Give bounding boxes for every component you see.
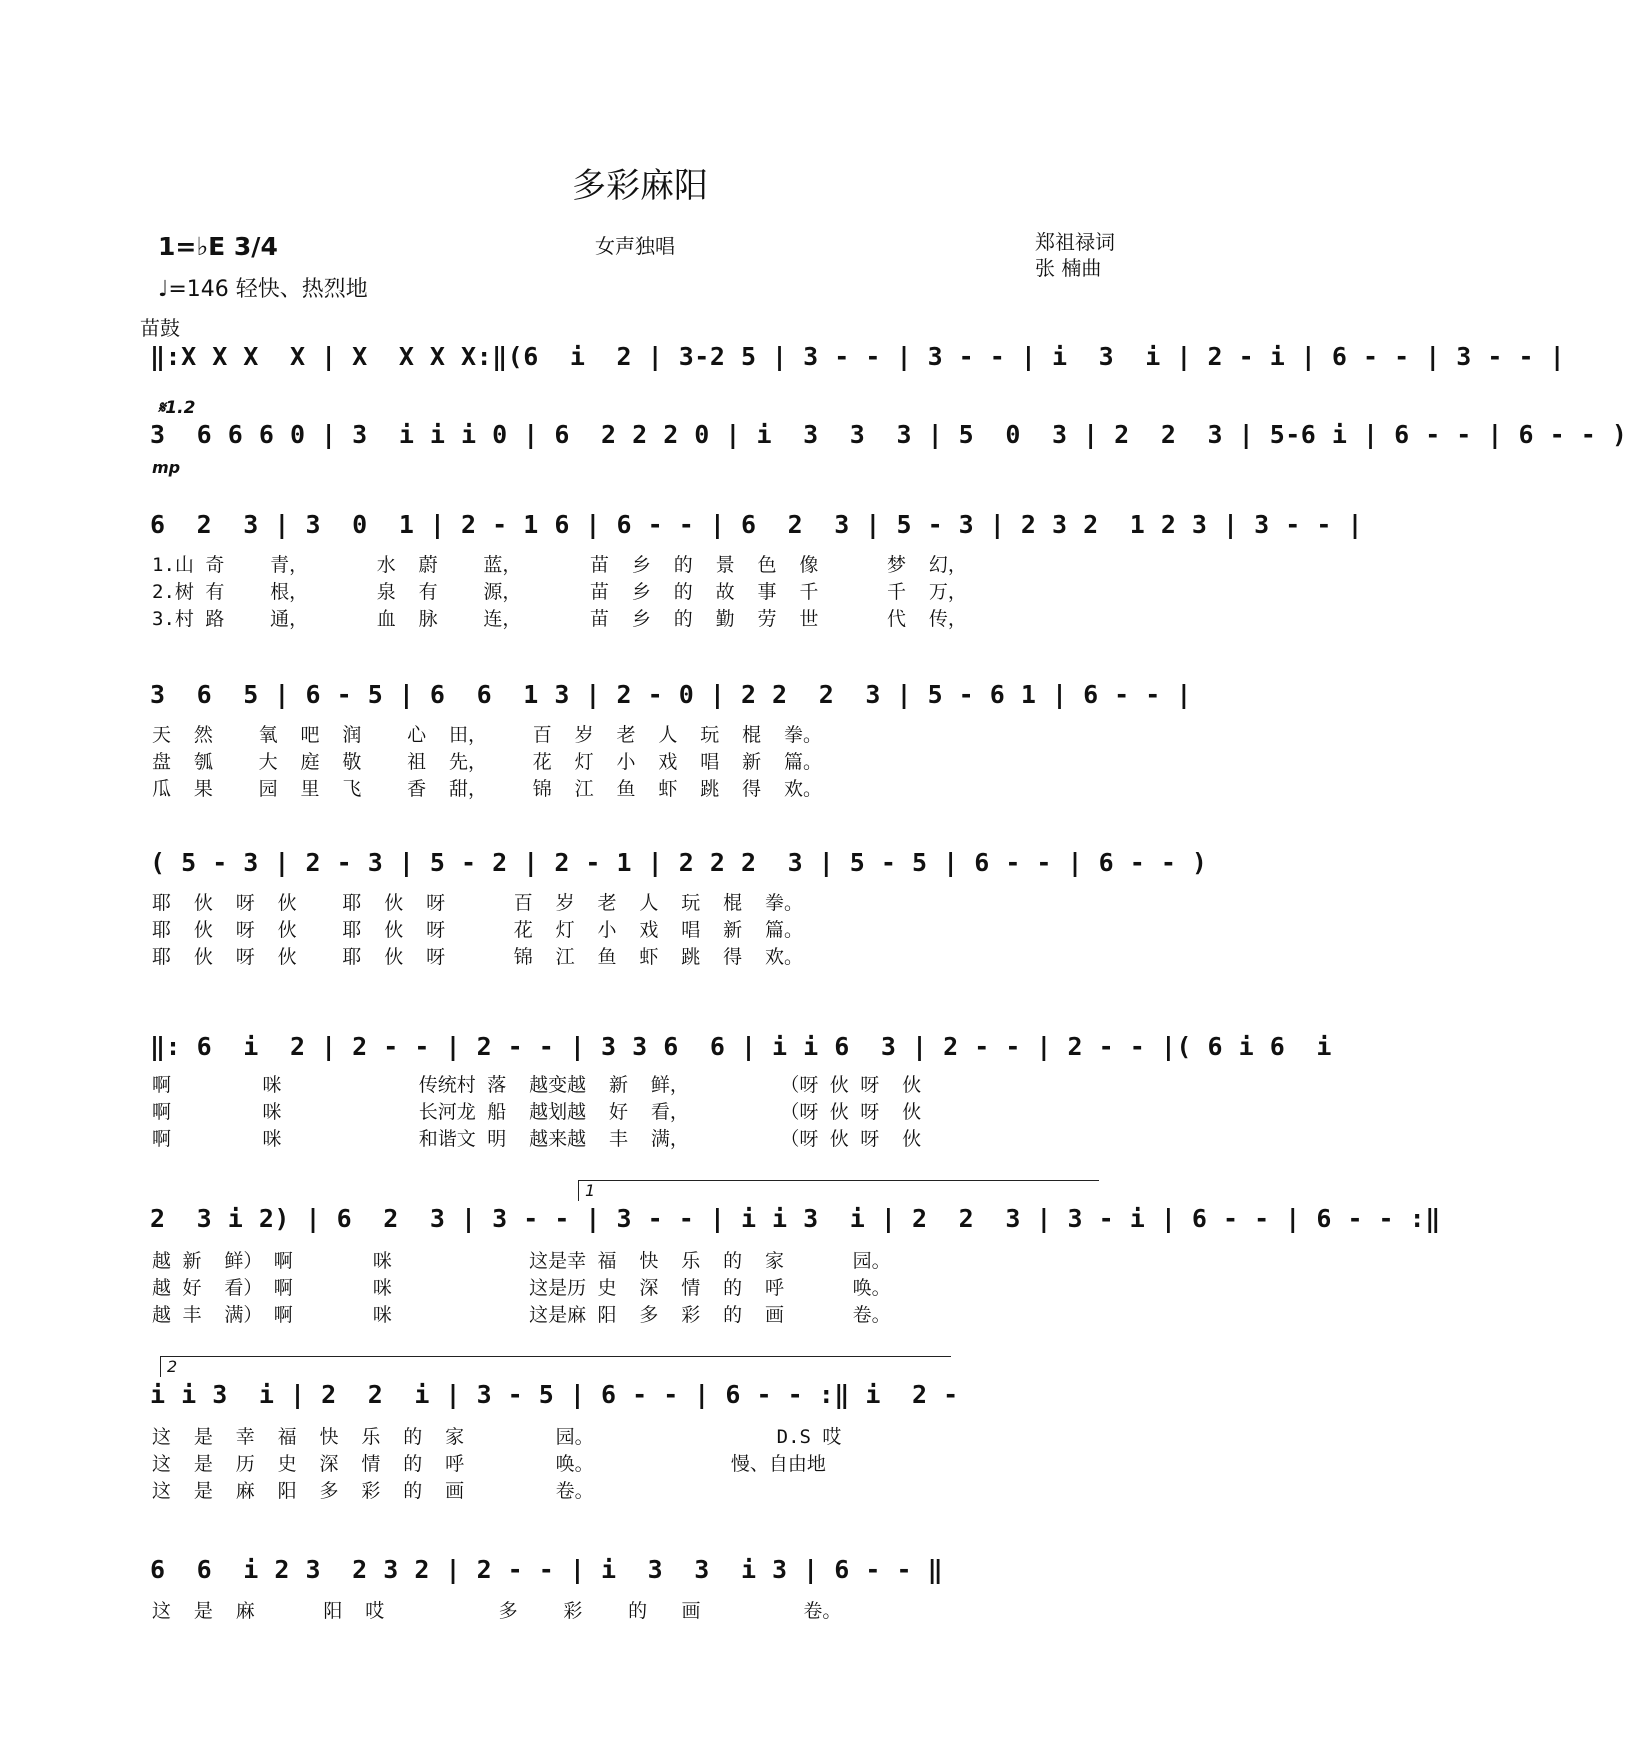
score-system-9 — [150, 1555, 1120, 1584]
second-ending-bracket — [160, 1356, 951, 1377]
notation-line: 6 6 i 2 3 2 3 2 | 2 - - | i 3 3 i 3 | 6 - - ‖ — [150, 1555, 944, 1584]
lyric-verse-3: 耶 伙 呀 伙 耶 伙 呀 锦 江 鱼 虾 跳 得 欢。 — [152, 946, 804, 968]
lyric-verse-1: 越 新 鲜） 啊 咪 这是幸 福 快 乐 的 家 园。 — [152, 1250, 891, 1272]
lyric-line: 这 是 麻 阳 哎 多 彩 的 画 卷。 — [152, 1600, 842, 1622]
first-ending-bracket — [578, 1180, 1099, 1201]
dynamic-marking: mp — [152, 458, 181, 477]
lyric-verse-1: 1.山 奇 青， 水 蔚 蓝， 苗 乡 的 景 色 像 梦 幻， — [152, 554, 967, 576]
lyric-verse-3: 瓜 果 园 里 飞 香 甜， 锦 江 鱼 虾 跳 得 欢。 — [152, 778, 823, 800]
score-system-5 — [150, 848, 1208, 877]
notation-line: 2 3 i 2) | 6 2 3 | 3 - - | 3 - - | i i 3 i | 2 2 3 | 3 - i | 6 - - | 6 - - :‖ — [150, 1204, 1441, 1233]
score-system-4 — [150, 680, 1192, 709]
segno-mark: 𝄋1.2 — [158, 398, 196, 418]
lyric-verse-2: 越 好 看） 啊 咪 这是历 史 深 情 的 呼 唤。 — [152, 1277, 891, 1299]
notation-line: ‖:X X X X | X X X X:‖(6 i 2 | 3-2 5 | 3 - - | 3 - - | i 3 i | 2 - i | 6 - - | 3 - - | — [150, 342, 1566, 371]
score-system-3 — [150, 510, 1363, 539]
lyric-verse-2: 耶 伙 呀 伙 耶 伙 呀 花 灯 小 戏 唱 新 篇。 — [152, 919, 804, 941]
score-system-7 — [150, 1204, 1441, 1233]
lyric-verse-2: 这 是 历 史 深 情 的 呼 唤。 慢、自由地 — [152, 1453, 826, 1475]
composer-credit: 张 楠曲 — [1035, 256, 1102, 280]
notation-line: ‖: 6 i 2 | 2 - - | 2 - - | 3 3 6 6 | i i 6 3 | 2 - - | 2 - - |( 6 i 6 i — [150, 1032, 1332, 1061]
notation-line: ( 5 - 3 | 2 - 3 | 5 - 2 | 2 - 1 | 2 2 2 3 | 5 - 5 | 6 - - | 6 - - ) — [150, 848, 1208, 877]
lyric-verse-2: 盘 瓠 大 庭 敬 祖 先， 花 灯 小 戏 唱 新 篇。 — [152, 751, 823, 773]
notation-line: 3 6 6 6 0 | 3 i i i 0 | 6 2 2 2 0 | i 3 3 3 | 5 0 3 | 2 2 3 | 5-6 i | 6 - - | 6 - - ) — [150, 420, 1627, 449]
song-title: 多彩麻阳 — [572, 166, 708, 206]
lyric-verse-3: 这 是 麻 阳 多 彩 的 画 卷。 — [152, 1480, 594, 1502]
lyric-verse-3: 越 丰 满） 啊 咪 这是麻 阳 多 彩 的 画 卷。 — [152, 1304, 891, 1326]
lyric-verse-1: 耶 伙 呀 伙 耶 伙 呀 百 岁 老 人 玩 棍 拳。 — [152, 892, 804, 914]
score-system-8 — [150, 1380, 1120, 1409]
lyric-verse-1: 天 然 氧 吧 润 心 田， 百 岁 老 人 玩 棍 拳。 — [152, 724, 823, 746]
lyric-verse-3: 啊 咪 和谐文 明 越来越 丰 满， （呀 伙 呀 伙 — [152, 1128, 922, 1150]
notation-line: 6 2 3 | 3 0 1 | 2 - 1 6 | 6 - - | 6 2 3 | 5 - 3 | 2 3 2 1 2 3 | 3 - - | — [150, 510, 1363, 539]
notation-line: i i 3 i | 2 2 i | 3 - 5 | 6 - - | 6 - - :‖ i 2 - — [150, 1380, 959, 1409]
lyric-verse-2: 2.树 有 根， 泉 有 源， 苗 乡 的 故 事 千 千 万， — [152, 581, 967, 603]
tempo-marking: ♩=146 轻快、热烈地 — [158, 277, 368, 302]
lyric-verse-2: 啊 咪 长河龙 船 越划越 好 看， （呀 伙 呀 伙 — [152, 1101, 922, 1123]
first-ending-number: 1 — [585, 1181, 596, 1200]
lyric-verse-3: 3.村 路 通， 血 脉 连， 苗 乡 的 勤 劳 世 代 传， — [152, 608, 967, 630]
instrument-label: 苗鼓 — [140, 316, 180, 340]
second-ending-number: 2 — [167, 1357, 178, 1376]
lyric-verse-1: 这 是 幸 福 快 乐 的 家 园。 D.S 哎 — [152, 1426, 842, 1448]
lyric-verse-1: 啊 咪 传统村 落 越变越 新 鲜， （呀 伙 呀 伙 — [152, 1074, 922, 1096]
key-signature: 1=♭E 3/4 — [158, 232, 278, 261]
score-system-2 — [150, 420, 1627, 449]
notation-line: 3 6 5 | 6 - 5 | 6 6 1 3 | 2 - 0 | 2 2 2 3 | 5 - 6 1 | 6 - - | — [150, 680, 1192, 709]
performance-type: 女声独唱 — [595, 234, 675, 258]
score-system-6 — [150, 1032, 1332, 1061]
lyricist-credit: 郑祖禄词 — [1035, 230, 1115, 254]
score-system-1 — [150, 342, 1566, 371]
